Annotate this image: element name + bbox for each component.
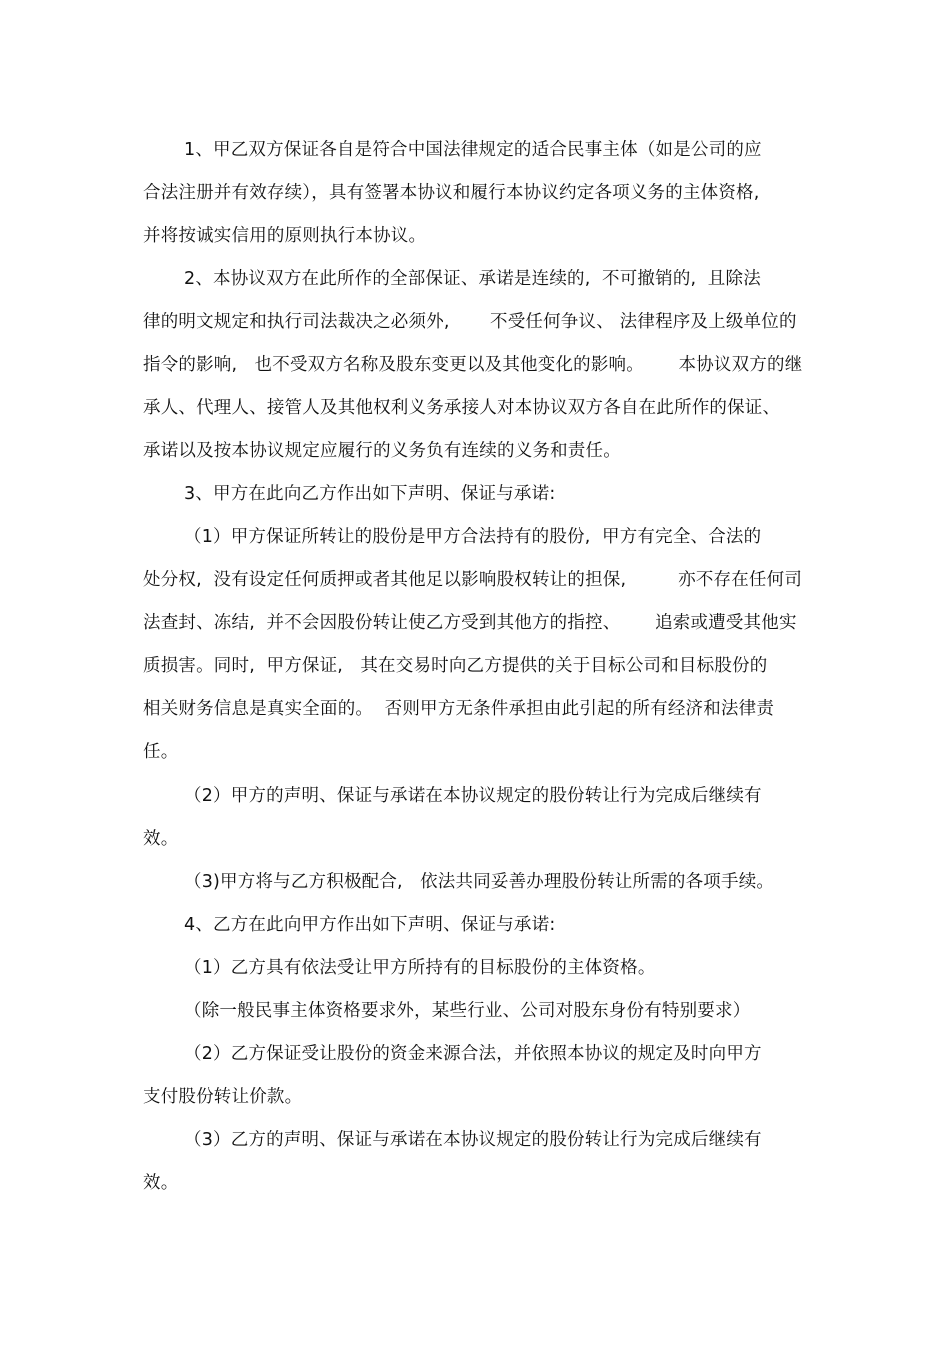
- text-line: 效。: [143, 1173, 179, 1193]
- text-line: （2）乙方保证受让股份的资金来源合法，并依照本协议的规定及时向甲方: [184, 1044, 762, 1064]
- text-line: （2）甲方的声明、保证与承诺在本协议规定的股份转让行为完成后继续有: [184, 786, 762, 806]
- text-line: （1）乙方具有依法受让甲方所持有的目标股份的主体资格。: [184, 958, 656, 978]
- text-line: 相关财务信息是真实全面的。 否则甲方无条件承担由此引起的所有经济和法律责: [143, 699, 775, 719]
- text-line: 支付股份转让价款。: [143, 1087, 303, 1107]
- text-line: 3、甲方在此向乙方作出如下声明、保证与承诺:: [184, 484, 556, 504]
- text-line: （3)甲方将与乙方积极配合, 依法共同妥善办理股份转让所需的各项手续。: [184, 872, 775, 892]
- text-line: 指令的影响, 也不受双方名称及股东变更以及其他变化的影响。 本协议双方的继: [143, 355, 803, 375]
- text-line: 承诺以及按本协议规定应履行的义务负有连续的义务和责任。: [143, 441, 621, 461]
- text-line: （1）甲方保证所转让的股份是甲方合法持有的股份, 甲方有完全、合法的: [184, 527, 762, 547]
- text-line: （除一般民事主体资格要求外，某些行业、公司对股东身份有特别要求）: [184, 1001, 751, 1021]
- text-line: 并将按诚实信用的原则执行本协议。: [143, 226, 427, 246]
- text-line: 律的明文规定和执行司法裁决之必须外, 不受任何争议、 法律程序及上级单位的: [143, 312, 797, 332]
- text-line: 处分权, 没有设定任何质押或者其他足以影响股权转让的担保, 亦不存在任何司: [143, 570, 803, 590]
- text-line: 4、乙方在此向甲方作出如下声明、保证与承诺:: [184, 915, 556, 935]
- text-line: 合法注册并有效存续），具有签署本协议和履行本协议约定各项义务的主体资格,: [143, 183, 760, 203]
- text-line: （3）乙方的声明、保证与承诺在本协议规定的股份转让行为完成后继续有: [184, 1130, 762, 1150]
- text-line: 质损害。同时, 甲方保证, 其在交易时向乙方提供的关于目标公司和目标股份的: [143, 656, 768, 676]
- text-line: 1、甲乙双方保证各自是符合中国法律规定的适合民事主体（如是公司的应: [184, 140, 762, 160]
- text-line: 效。: [143, 829, 179, 849]
- text-line: 任。: [143, 742, 179, 762]
- text-line: 承人、代理人、接管人及其他权利义务承接人对本协议双方各自在此所作的保证、: [143, 398, 781, 418]
- text-line: 法查封、冻结, 并不会因股份转让使乙方受到其他方的指控、 追索或遭受其他实: [143, 613, 797, 633]
- text-line: 2、本协议双方在此所作的全部保证、承诺是连续的, 不可撤销的, 且除法: [184, 269, 761, 289]
